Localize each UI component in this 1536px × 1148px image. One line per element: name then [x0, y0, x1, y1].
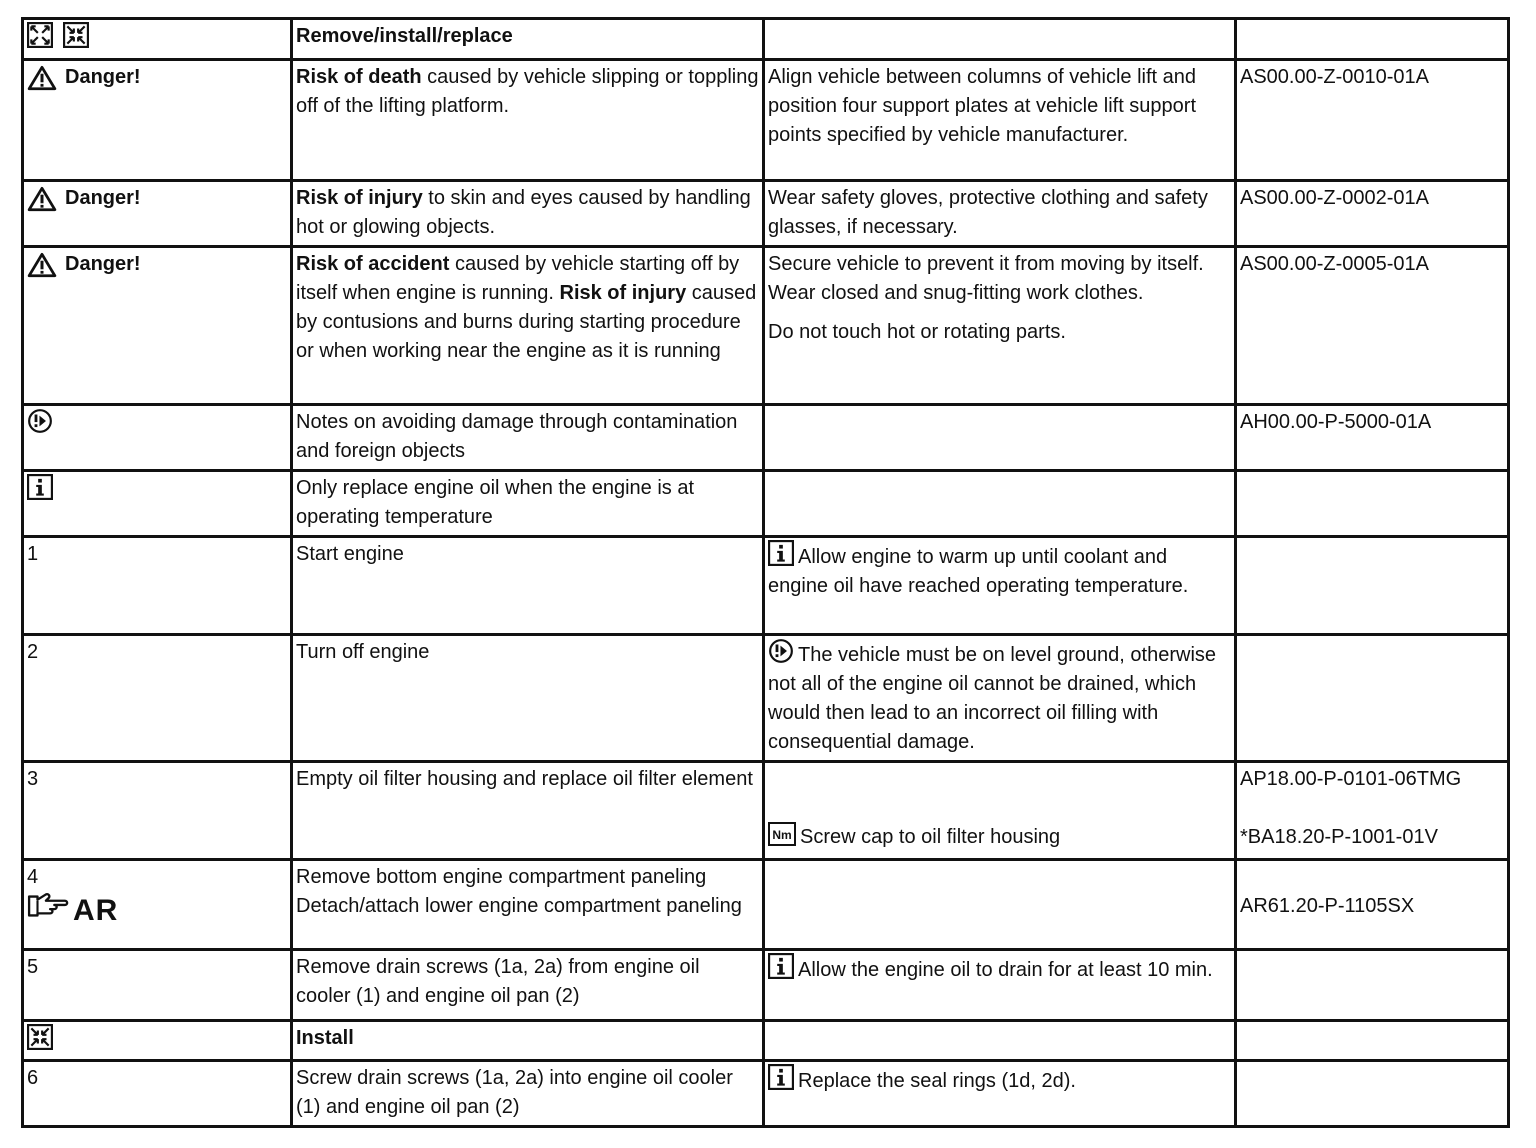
table-row: [23, 19, 1509, 60]
table-row: [23, 1061, 1509, 1127]
step-text: Notes on avoiding damage through contamination and foreign objects: [296, 411, 738, 462]
table-row: [23, 762, 1509, 860]
reference-cell[interactable]: [1236, 860, 1509, 950]
symbol-cell: [23, 1021, 292, 1061]
step-number: [23, 635, 292, 762]
step-number-text: 2: [27, 641, 39, 663]
step-cell: [292, 405, 764, 471]
table-row: [23, 860, 1509, 950]
step-number-text: 4: [27, 866, 39, 888]
step-cell: [292, 950, 764, 1021]
reference-link[interactable]: AH00.00-P-5000-01A: [1240, 411, 1432, 433]
symbol-cell: [23, 60, 292, 181]
symbol-cell: [23, 247, 292, 405]
danger-text: Danger!: [65, 187, 141, 209]
step-text: Only replace engine oil when the engine is at operating temperature: [296, 477, 695, 528]
note-cell: [764, 405, 1236, 471]
ar-reference[interactable]: [27, 892, 287, 926]
info-icon: [768, 1064, 794, 1090]
step-text: Turn off engine: [296, 641, 430, 663]
reference-cell: [1236, 1061, 1509, 1127]
section-heading: Remove/install/replace: [296, 25, 513, 47]
note-text: The vehicle must be on level ground, otherwise not all of the engine oil cannot be drained, which would then lead to an incorrect oil filling with consequential damage.: [768, 644, 1217, 753]
reference-cell: [1236, 537, 1509, 635]
step-cell: [292, 1021, 764, 1061]
danger-text: Danger!: [65, 66, 141, 88]
torque-icon: [768, 822, 796, 846]
reference-link[interactable]: AP18.00-P-0101-06TMG: [1240, 768, 1462, 790]
step-number: [23, 537, 292, 635]
step-number-text: 6: [27, 1067, 39, 1089]
note-cell: [764, 181, 1236, 247]
reference-link[interactable]: AS00.00-Z-0010-01A: [1240, 66, 1430, 88]
note-cell: [764, 60, 1236, 181]
note-text: Allow the engine oil to drain for at least 10 min.: [798, 959, 1213, 981]
risk-label: Risk of accident: [296, 253, 450, 275]
note-text: Do not touch hot or rotating parts.: [768, 321, 1066, 343]
step-cell: [292, 60, 764, 181]
step-number: [23, 1061, 292, 1127]
info-icon: [27, 474, 53, 500]
symbol-cell: [23, 19, 292, 60]
reference-cell[interactable]: [1236, 247, 1509, 405]
symbol-cell: [23, 471, 292, 537]
table-row: [23, 471, 1509, 537]
step-cell: [292, 1061, 764, 1127]
reference-cell[interactable]: [1236, 60, 1509, 181]
note-text: Secure vehicle to prevent it from moving by itself.: [768, 253, 1204, 275]
step-cell: [292, 860, 764, 950]
danger-label: [27, 184, 141, 213]
reference-link[interactable]: AR61.20-P-1105SX: [1240, 895, 1415, 917]
step-cell: [292, 181, 764, 247]
risk-text: to skin and eyes caused by handling hot or glowing objects.: [296, 187, 751, 238]
danger-label: [27, 250, 141, 279]
step-cell: [292, 471, 764, 537]
table-row: [23, 247, 1509, 405]
note-text: Wear closed and snug-fitting work clothes.: [768, 282, 1144, 304]
info-icon: [768, 953, 794, 979]
warning-triangle-icon: [27, 65, 57, 91]
step-cell: [292, 762, 764, 860]
step-cell: [292, 635, 764, 762]
step-number: [23, 950, 292, 1021]
reference-cell[interactable]: [1236, 181, 1509, 247]
remove-install-icon: [27, 22, 53, 48]
danger-text: Danger!: [65, 253, 141, 275]
note-text: Replace the seal rings (1d, 2d).: [798, 1070, 1076, 1092]
install-icon: [27, 1024, 53, 1050]
risk-label: Risk of death: [296, 66, 422, 88]
risk-text: caused by vehicle starting off by itself when engine is running.: [296, 253, 740, 304]
risk-text: caused by contusions and burns during starting procedure or when working near the engine as it is running: [296, 282, 757, 362]
table-row: [23, 405, 1509, 471]
step-text: Start engine: [296, 543, 404, 565]
note-cell: [764, 762, 1236, 860]
step-number: [23, 860, 292, 950]
step-number-text: 5: [27, 956, 39, 978]
reference-cell[interactable]: [1236, 762, 1509, 860]
pointing-hand-icon: [27, 892, 69, 920]
step-text: Screw drain screws (1a, 2a) into engine oil cooler (1) and engine oil pan (2): [296, 1067, 733, 1118]
note-cell: [764, 537, 1236, 635]
step-text: Remove drain screws (1a, 2a) from engine oil cooler (1) and engine oil pan (2): [296, 956, 700, 1007]
step-cell: [292, 19, 764, 60]
note-text: Wear safety gloves, protective clothing and safety glasses, if necessary.: [768, 187, 1208, 238]
install-icon: [63, 22, 89, 48]
reference-cell: [1236, 19, 1509, 60]
note-text: Allow engine to warm up until coolant and engine oil have reached operating temperature.: [768, 546, 1189, 597]
reference-cell: [1236, 950, 1509, 1021]
reference-cell: [1236, 1021, 1509, 1061]
reference-cell: [1236, 635, 1509, 762]
risk-label: Risk of injury: [559, 282, 687, 304]
info-icon: [768, 540, 794, 566]
reference-cell[interactable]: [1236, 405, 1509, 471]
step-number: [23, 762, 292, 860]
note-text: Screw cap to oil filter housing: [800, 826, 1061, 848]
table-row: [23, 1021, 1509, 1061]
reference-link[interactable]: AS00.00-Z-0002-01A: [1240, 187, 1430, 209]
symbol-cell: [23, 181, 292, 247]
risk-label: Risk of injury: [296, 187, 423, 209]
table-row: [23, 950, 1509, 1021]
procedure-table: [21, 17, 1510, 1128]
step-text: Empty oil filter housing and replace oil filter element: [296, 768, 753, 790]
step-cell: [292, 537, 764, 635]
note-cell: [764, 247, 1236, 405]
warning-triangle-icon: [27, 186, 57, 212]
table-row: [23, 60, 1509, 181]
note-cell: [764, 19, 1236, 60]
damage-note-icon: [27, 408, 53, 434]
symbol-cell: [23, 405, 292, 471]
note-text: Align vehicle between columns of vehicle lift and position four support plates at vehicle lift support points specified by vehicle manufacturer.: [768, 66, 1197, 146]
note-cell: [764, 860, 1236, 950]
step-number-text: 1: [27, 543, 39, 565]
table-row: [23, 181, 1509, 247]
section-heading: Install: [296, 1027, 354, 1049]
step-text: Detach/attach lower engine compartment paneling: [296, 895, 742, 917]
reference-cell: [1236, 471, 1509, 537]
table-row: [23, 537, 1509, 635]
note-cell: [764, 950, 1236, 1021]
danger-label: [27, 63, 141, 92]
step-text: Remove bottom engine compartment paneling: [296, 866, 707, 888]
note-cell: [764, 1061, 1236, 1127]
note-cell: [764, 471, 1236, 537]
note-cell: [764, 635, 1236, 762]
warning-triangle-icon: [27, 252, 57, 278]
reference-link[interactable]: AS00.00-Z-0005-01A: [1240, 253, 1430, 275]
risk-text: caused by vehicle slipping or toppling off of the lifting platform.: [296, 66, 759, 117]
note-cell: [764, 1021, 1236, 1061]
step-number-text: 3: [27, 768, 39, 790]
reference-link[interactable]: *BA18.20-P-1001-01V: [1240, 826, 1438, 848]
step-cell: [292, 247, 764, 405]
damage-note-icon: [768, 638, 794, 664]
table-row: [23, 635, 1509, 762]
ar-label: AR: [73, 894, 119, 927]
